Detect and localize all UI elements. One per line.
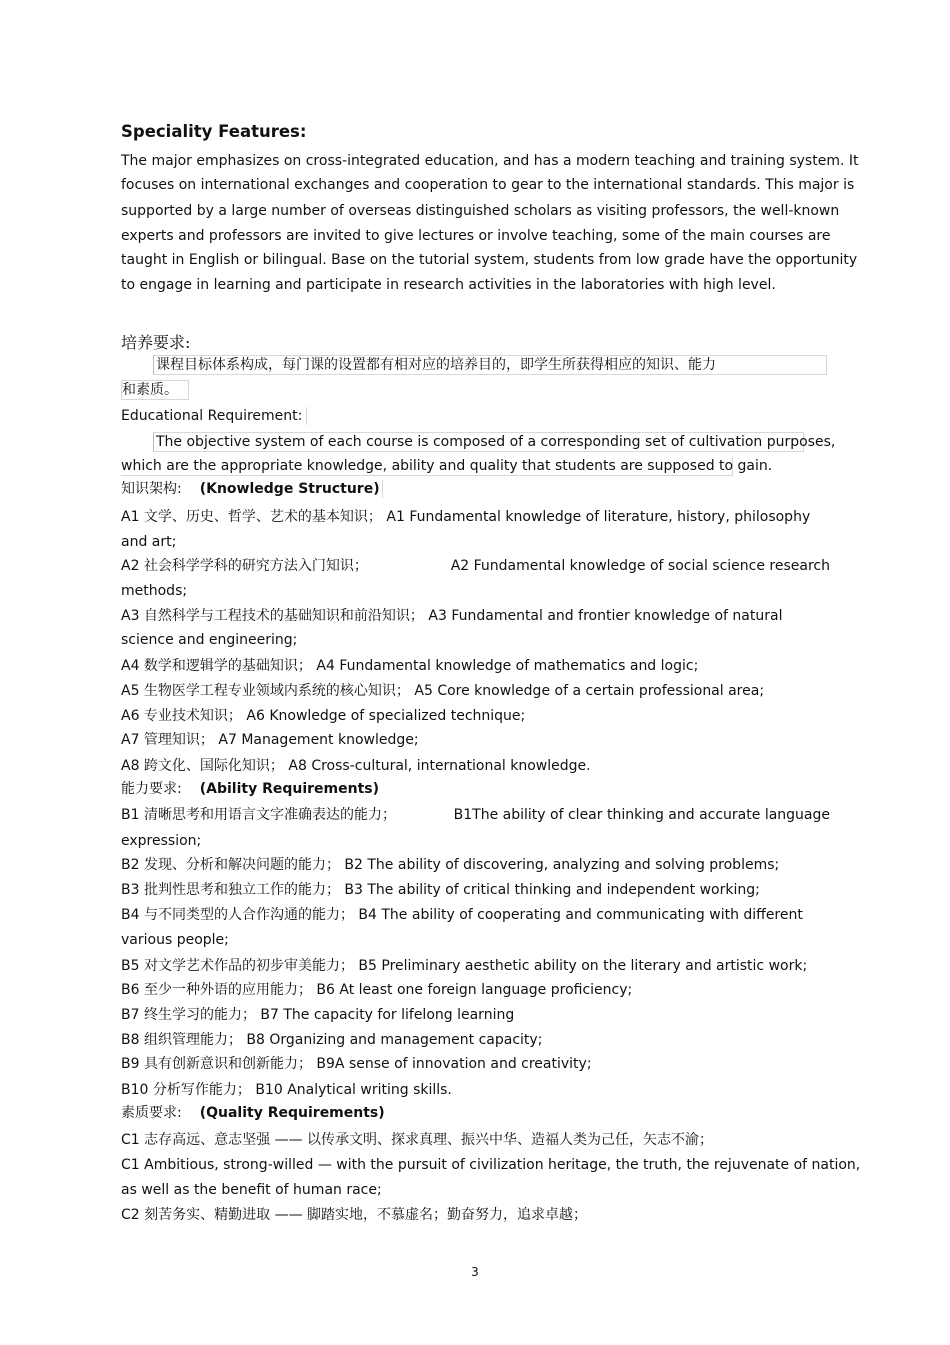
ability-b8: B8 组织管理能力； B8 Organizing and management capacity; bbox=[121, 1032, 543, 1048]
ability-b3: B3 批判性思考和独立工作的能力； B3 The ability of critical thinking and independent working; bbox=[121, 882, 760, 898]
knowledge-heading-en: (Knowledge Structure) bbox=[199, 481, 380, 497]
ability-b1 bbox=[121, 806, 830, 824]
features-line-2: focuses on international exchanges and cooperation to gear to the international standards. This major is bbox=[121, 177, 855, 193]
ability-b4: B4 与不同类型的人合作沟通的能力； B4 The ability of cooperating and communicating with different bbox=[121, 907, 803, 923]
quality-heading bbox=[121, 1104, 385, 1122]
training-heading: 培养要求: bbox=[121, 333, 191, 352]
features-line-1: The major emphasizes on cross-integrated education, and has a modern teaching and training system. It bbox=[121, 153, 859, 169]
ability-b6: B6 至少一种外语的应用能力； B6 At least one foreign language proficiency; bbox=[121, 982, 633, 998]
page-title: Speciality Features: bbox=[121, 122, 307, 141]
edu-heading: Educational Requirement: bbox=[121, 407, 307, 425]
features-line-4: experts and professors are invited to give lectures or involve teaching, some of the main courses are bbox=[121, 228, 831, 244]
knowledge-a6: A6 专业技术知识； A6 Knowledge of specialized technique; bbox=[121, 708, 526, 724]
ability-b4-cont: various people; bbox=[121, 932, 229, 948]
quality-c1-cont: as well as the benefit of human race; bbox=[121, 1182, 382, 1198]
knowledge-a1: A1 文学、历史、哲学、艺术的基本知识； A1 Fundamental knowledge of literature, history, philosophy bbox=[121, 509, 811, 525]
knowledge-a1-cont: and art; bbox=[121, 534, 177, 550]
ability-b10: B10 分析写作能力； B10 Analytical writing skills. bbox=[121, 1082, 452, 1098]
knowledge-a2-en: A2 Fundamental knowledge of social science research bbox=[450, 558, 830, 574]
quality-heading-en: (Quality Requirements) bbox=[199, 1105, 385, 1121]
ability-heading-en: (Ability Requirements) bbox=[199, 781, 379, 797]
quality-c1-en: C1 Ambitious, strong-willed — with the pursuit of civilization heritage, the truth, the rejuvenate of nation, bbox=[121, 1157, 861, 1173]
ability-b2: B2 发现、分析和解决问题的能力； B2 The ability of discovering, analyzing and solving problems; bbox=[121, 857, 780, 873]
quality-heading-cn: 素质要求: bbox=[121, 1105, 182, 1121]
knowledge-a7: A7 管理知识； A7 Management knowledge; bbox=[121, 732, 419, 748]
quality-c2-cn: C2 刻苦务实、精勤进取 —— 脚踏实地，不慕虚名；勤奋努力，追求卓越； bbox=[121, 1207, 588, 1223]
features-line-6: to engage in learning and participate in research activities in the laboratories with high level. bbox=[121, 277, 776, 293]
ability-b1-en: B1The ability of clear thinking and accurate language bbox=[453, 807, 830, 823]
page-number: 3 bbox=[471, 1265, 479, 1279]
ability-heading bbox=[121, 780, 379, 798]
edu-en-line-2: which are the appropriate knowledge, ability and quality that students are supposed to gain. bbox=[121, 458, 773, 474]
features-line-5: taught in English or bilingual. Base on the tutorial system, students from low grade have the opportunity bbox=[121, 252, 858, 268]
knowledge-a2-cont: methods; bbox=[121, 583, 188, 599]
knowledge-a3-cont: science and engineering; bbox=[121, 632, 298, 648]
knowledge-a4: A4 数学和逻辑学的基础知识； A4 Fundamental knowledge of mathematics and logic; bbox=[121, 658, 699, 674]
ability-b5: B5 对文学艺术作品的初步审美能力； B5 Preliminary aesthetic ability on the literary and artistic work; bbox=[121, 958, 808, 974]
training-cn-line-1: 课程目标体系构成，每门课的设置都有相对应的培养目的，即学生所获得相应的知识、能力 bbox=[153, 355, 827, 375]
ability-b7: B7 终生学习的能力； B7 The capacity for lifelong learning bbox=[121, 1007, 515, 1023]
ability-b1-cont: expression; bbox=[121, 833, 202, 849]
training-cn-line-2: 和素质。 bbox=[121, 380, 189, 400]
ability-b1-cn: B1 清晰思考和用语言文字准确表达的能力； bbox=[121, 807, 396, 823]
ability-heading-cn: 能力要求: bbox=[121, 781, 182, 797]
features-line-3: supported by a large number of overseas distinguished scholars as visiting professors, the well-known bbox=[121, 203, 840, 219]
knowledge-heading-cn: 知识架构: bbox=[121, 481, 182, 497]
knowledge-a5: A5 生物医学工程专业领域内系统的核心知识； A5 Core knowledge of a certain professional area; bbox=[121, 683, 765, 699]
knowledge-a2 bbox=[121, 557, 830, 575]
knowledge-a2-cn: A2 社会科学学科的研究方法入门知识； bbox=[121, 558, 368, 574]
ability-b9: B9 具有创新意识和创新能力； B9A sense of innovation and creativity; bbox=[121, 1056, 592, 1072]
knowledge-heading bbox=[121, 480, 383, 498]
knowledge-a3: A3 自然科学与工程技术的基础知识和前沿知识； A3 Fundamental and frontier knowledge of natural bbox=[121, 608, 783, 624]
quality-c1-cn: C1 志存高远、意志坚强 —— 以传承文明、探求真理、振兴中华、造福人类为己任，矢志不渝； bbox=[121, 1132, 714, 1148]
edu-en-line-1: The objective system of each course is composed of a corresponding set of cultivation purposes, bbox=[153, 432, 804, 452]
knowledge-a8: A8 跨文化、国际化知识； A8 Cross-cultural, international knowledge. bbox=[121, 758, 591, 774]
